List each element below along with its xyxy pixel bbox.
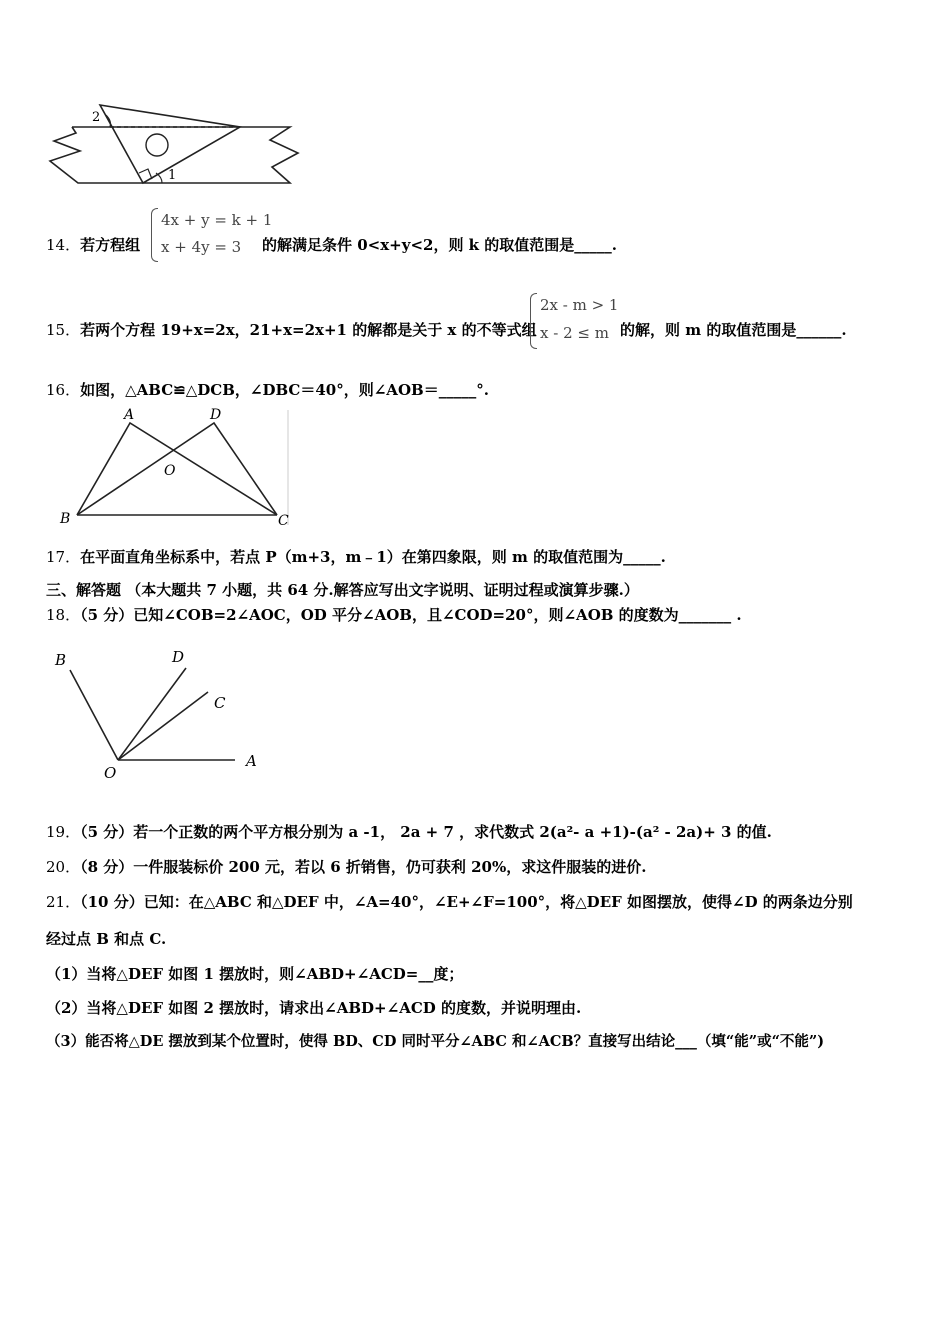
q16-text: 如图，△ABC≌△DCB，∠DBC＝40°，则∠AOB＝_____°. <box>80 381 489 399</box>
q15-text-a: 若两个方程 19+x=2x，21+x=2x+1 的解都是关于 x 的不等式组 <box>80 321 537 339</box>
q14-number: 14． <box>46 236 81 254</box>
q18-number: 18． <box>46 606 81 624</box>
triangle-hole <box>146 134 168 156</box>
q15-eq2: x - 2 ≤ m <box>540 324 609 342</box>
q18-label-B: B <box>55 651 67 669</box>
q16-label-O: O <box>164 463 176 479</box>
q18-angle-figure <box>50 640 270 785</box>
q18-ray-OC <box>118 692 208 760</box>
q16-line-BA-AC <box>77 423 277 515</box>
q14-text-b: 的解满足条件 0<x+y<2，则 k 的取值范围是_____. <box>262 236 618 254</box>
question-17 <box>46 547 666 567</box>
q15-inequality-system <box>530 293 620 347</box>
q21-line2: 经过点 B 和点 C. <box>46 930 167 948</box>
fig13-label-1: 1 <box>168 168 177 183</box>
q16-line-CD-DB <box>77 423 277 515</box>
q18-label-D: D <box>172 648 185 666</box>
ruler-triangle-figure <box>40 95 340 195</box>
q21-line1: （10 分）已知：在△ABC 和△DEF 中，∠A=40°，∠E+∠F=100°，将△DEF 如图摆放，使得∠D 的两条边分别 <box>80 893 853 911</box>
q21-sub2: （2）当将△DEF 如图 2 摆放时，请求出∠ABD+∠ACD 的度数，并说明理由. <box>46 999 582 1017</box>
q18-label-A: A <box>246 752 257 770</box>
question-16 <box>46 380 489 400</box>
question-20 <box>46 857 646 877</box>
q21-number: 21． <box>46 893 81 911</box>
q21-sub1: （1）当将△DEF 如图 1 摆放时，则∠ABD+∠ACD=__度； <box>46 965 464 983</box>
q19-text: （5 分）若一个正数的两个平方根分别为 a -1， 2a + 7 ，求代数式 2(a²- a +1)-(a² - 2a)+ 3 的值. <box>80 823 772 841</box>
q16-label-D: D <box>210 407 222 423</box>
q16-triangle-figure <box>50 405 300 530</box>
question-14 <box>46 235 140 255</box>
q14-eq2: x + 4y = 3 <box>161 238 242 256</box>
q14-eq1: 4x + y = k + 1 <box>161 211 273 229</box>
q15-number: 15． <box>46 321 81 339</box>
fig13-label-2: 2 <box>92 110 101 125</box>
q16-label-B: B <box>60 511 71 527</box>
q18-label-C: C <box>214 694 226 712</box>
question-21 <box>46 892 853 912</box>
question-18 <box>46 605 742 625</box>
q19-number: 19． <box>46 823 81 841</box>
q16-number: 16． <box>46 381 81 399</box>
q14-equation-system <box>151 208 273 260</box>
section-3-heading: 三、解答题 （本大题共 7 小题，共 64 分.解答应写出文字说明、证明过程或演算步骤.） <box>46 581 639 599</box>
q18-ray-OD <box>118 668 186 760</box>
q20-number: 20． <box>46 858 81 876</box>
question-15 <box>46 320 537 340</box>
right-angle-mark <box>139 169 152 179</box>
q18-text: （5 分）已知∠COB=2∠AOC，OD 平分∠AOB，且∠COD=20°，则∠AOB 的度数为_______ . <box>80 606 742 624</box>
q17-text: 在平面直角坐标系中，若点 P（m+3，m﹣1）在第四象限，则 m 的取值范围为_____. <box>80 548 666 566</box>
q14-text-a: 若方程组 <box>80 236 141 254</box>
q18-label-O: O <box>104 764 117 782</box>
q15-text-b: 的解，则 m 的取值范围是______. <box>620 321 847 339</box>
q16-label-C: C <box>278 513 289 529</box>
q20-text: （8 分）一件服装标价 200 元，若以 6 折销售，仍可获利 20%，求这件服装的进价. <box>80 858 647 876</box>
q16-label-A: A <box>124 407 135 423</box>
question-19 <box>46 822 772 842</box>
q18-ray-OB <box>70 670 118 760</box>
q21-sub3: （3）能否将△DE 摆放到某个位置时，使得 BD、CD 同时平分∠ABC 和∠ACB？直接写出结论___（填“能”或“不能”) <box>46 1033 825 1050</box>
q15-eq1: 2x - m > 1 <box>540 296 619 314</box>
q17-number: 17． <box>46 548 81 566</box>
